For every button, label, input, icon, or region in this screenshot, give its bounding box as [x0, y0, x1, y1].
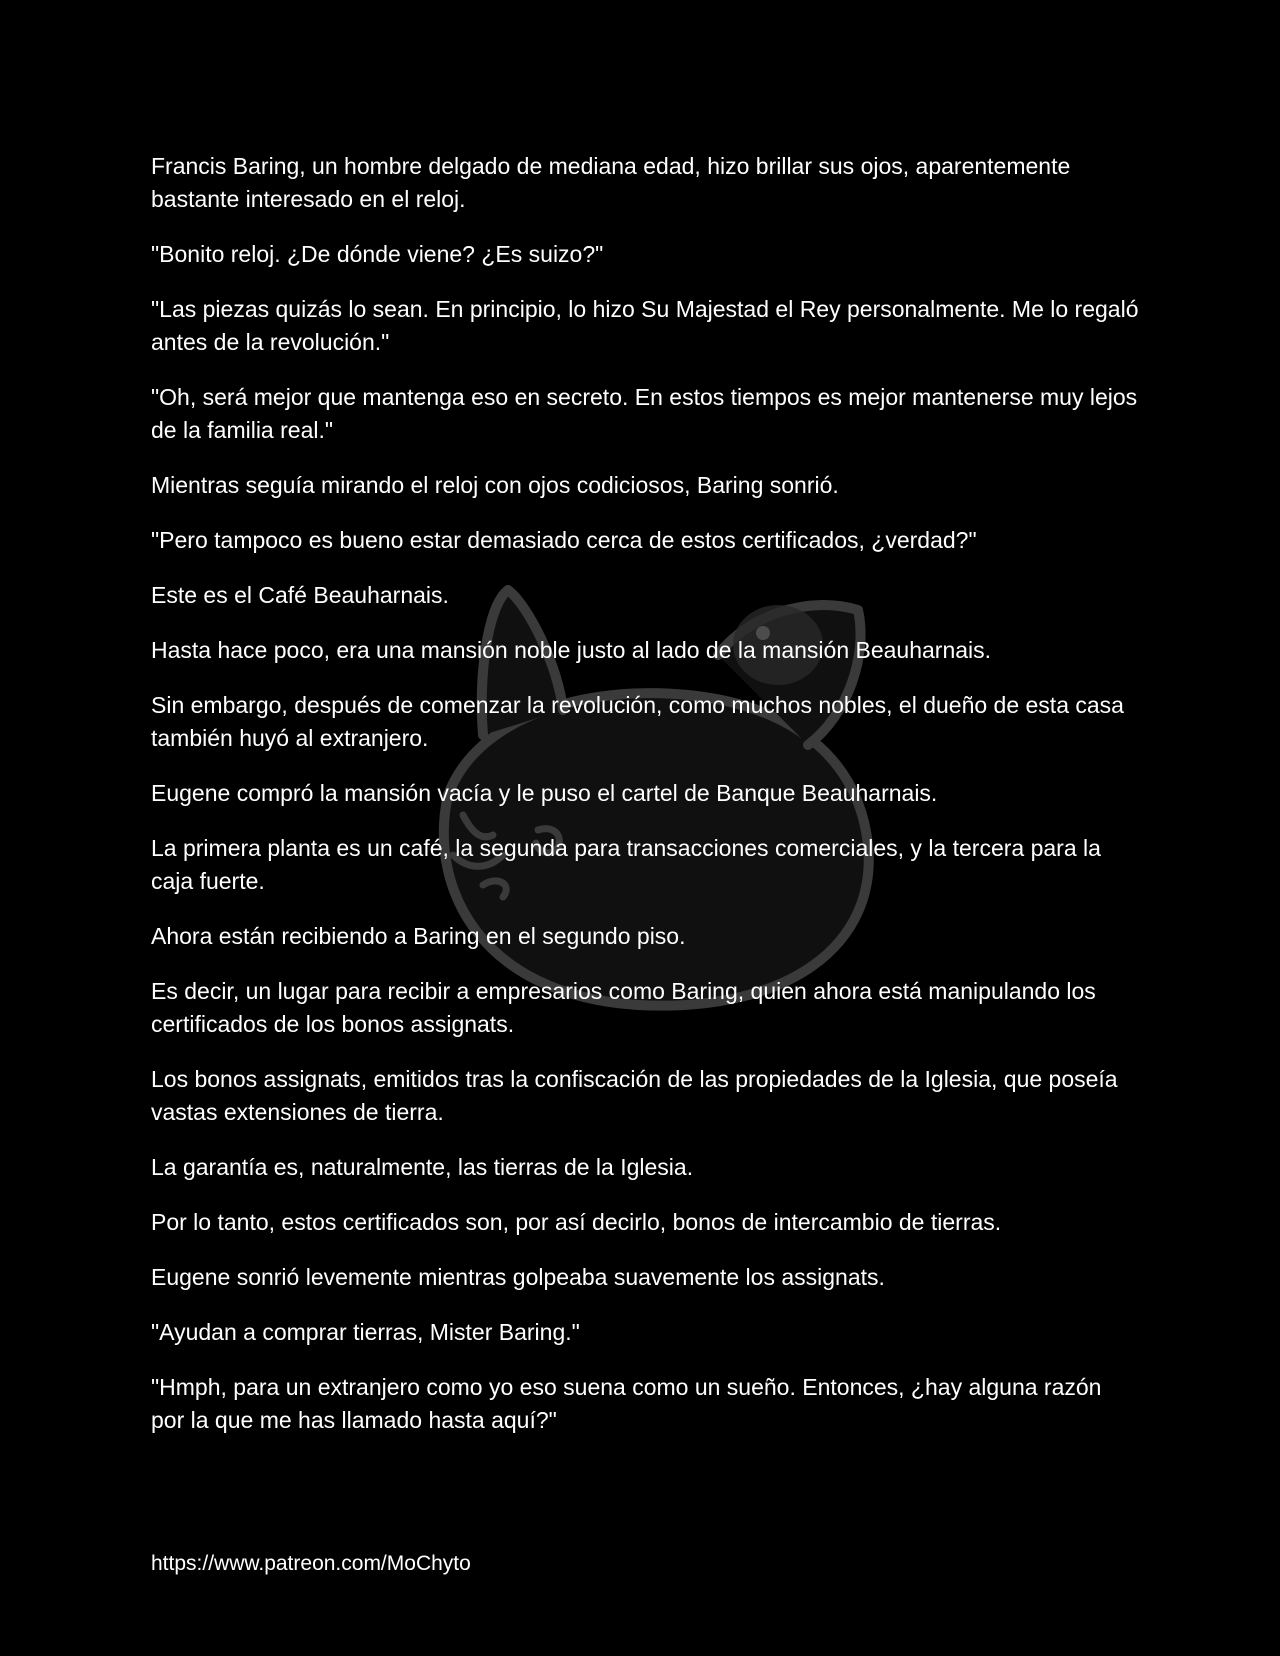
chapter-text [151, 150, 1141, 1459]
paragraph: Hasta hace poco, era una mansión noble justo al lado de la mansión Beauharnais. [151, 637, 992, 663]
paragraph: Eugene compró la mansión vacía y le puso el cartel de Banque Beauharnais. [151, 780, 938, 806]
paragraph: Este es el Café Beauharnais. [151, 582, 449, 608]
paragraph: Eugene sonrió levemente mientras golpeaba suavemente los assignats. [151, 1264, 885, 1290]
paragraph: Es decir, un lugar para recibir a empresarios como Baring, quien ahora está manipulando los certificados de los bonos assignats. [151, 978, 1096, 1037]
paragraph: Por lo tanto, estos certificados son, por así decirlo, bonos de intercambio de tierras. [151, 1209, 1002, 1235]
paragraph: "Oh, será mejor que mantenga eso en secreto. En estos tiempos es mejor mantenerse muy lejos de la familia real." [151, 384, 1138, 443]
paragraph: Sin embargo, después de comenzar la revolución, como muchos nobles, el dueño de esta casa también huyó al extranjero. [151, 692, 1124, 751]
paragraph: Mientras seguía mirando el reloj con ojos codiciosos, Baring sonrió. [151, 472, 839, 498]
paragraph: Los bonos assignats, emitidos tras la confiscación de las propiedades de la Iglesia, que poseía vastas extensiones de tierra. [151, 1066, 1118, 1125]
paragraph: "Pero tampoco es bueno estar demasiado cerca de estos certificados, ¿verdad?" [151, 527, 977, 553]
paragraph: Francis Baring, un hombre delgado de mediana edad, hizo brillar sus ojos, aparentemente bastante interesado en el reloj. [151, 153, 1071, 212]
patreon-link[interactable]: https://www.patreon.com/MoChyto [151, 1552, 471, 1575]
paragraph: "Bonito reloj. ¿De dónde viene? ¿Es suizo?" [151, 241, 604, 267]
paragraph: Ahora están recibiendo a Baring en el segundo piso. [151, 923, 686, 949]
paragraph: La garantía es, naturalmente, las tierras de la Iglesia. [151, 1154, 694, 1180]
paragraph: "Ayudan a comprar tierras, Mister Baring." [151, 1319, 580, 1345]
paragraph: La primera planta es un café, la segunda para transacciones comerciales, y la tercera para la caja fuerte. [151, 835, 1101, 894]
paragraph: "Las piezas quizás lo sean. En principio, lo hizo Su Majestad el Rey personalmente. Me lo regaló antes de la revolución." [151, 296, 1139, 355]
paragraph: "Hmph, para un extranjero como yo eso suena como un sueño. Entonces, ¿hay alguna razón por la que me has llamado hasta aquí?" [151, 1374, 1102, 1433]
